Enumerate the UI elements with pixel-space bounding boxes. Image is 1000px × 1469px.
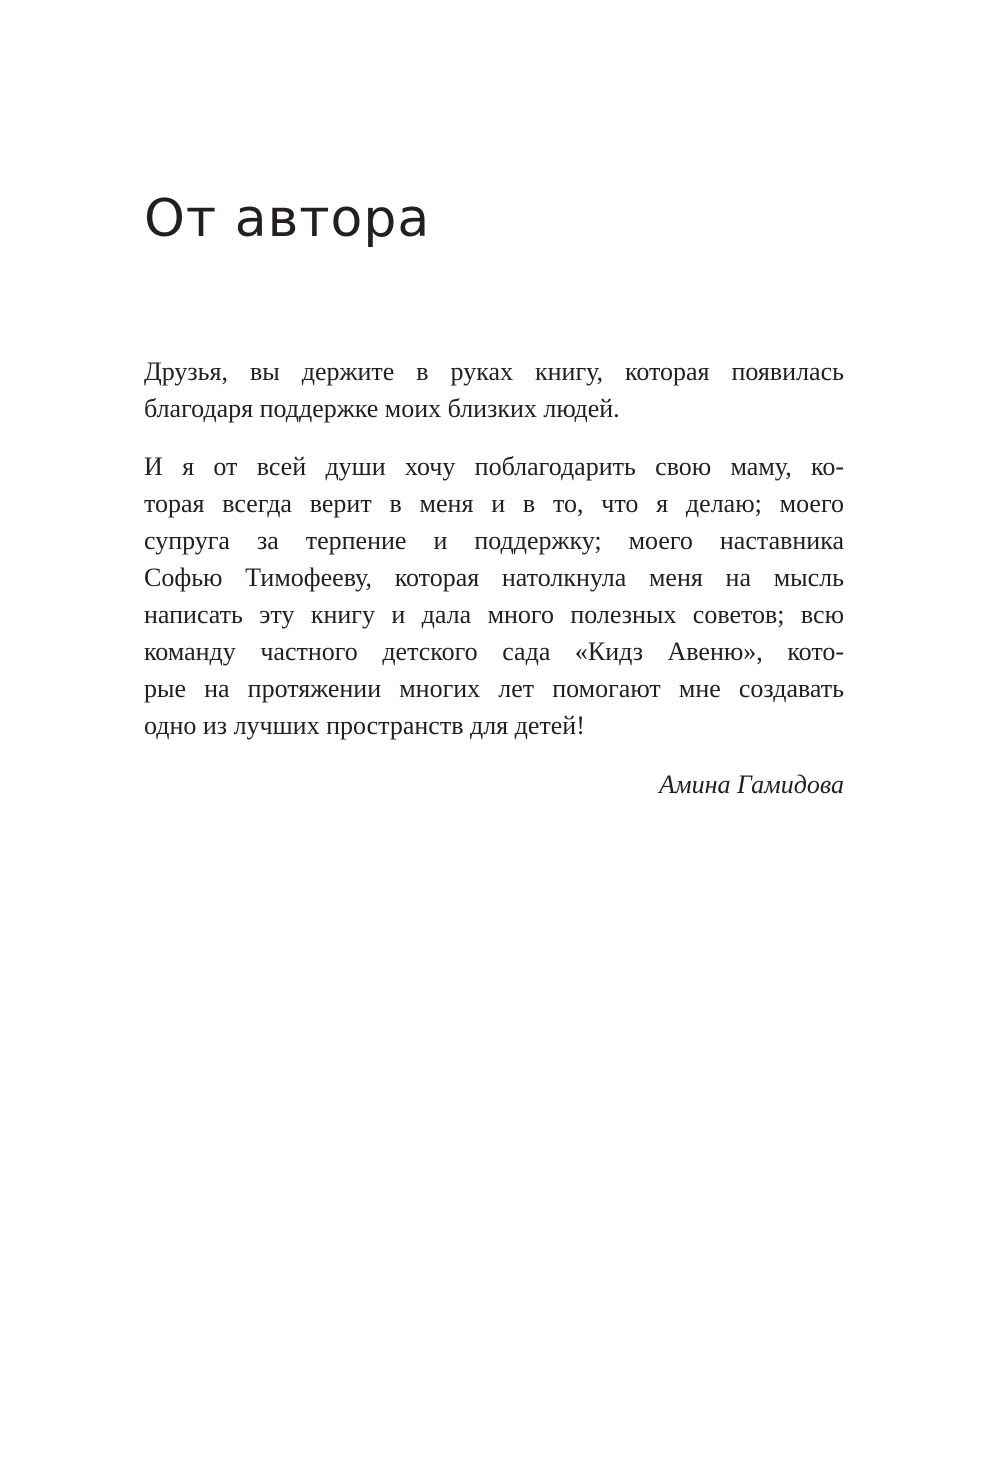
text-line: супруга за терпение и поддержку; моего наставника — [144, 526, 844, 555]
text-line: рые на протяжении многих лет помогают мне создавать — [144, 674, 844, 703]
paragraph-thanks — [144, 448, 844, 744]
text-line: написать эту книгу и дала много полезных советов; всю — [144, 600, 844, 629]
author-signature: Амина Гамидова — [659, 770, 844, 799]
text-line: торая всегда верит в меня и в то, что я делаю; моего — [144, 489, 844, 518]
text-line: благодаря поддержке моих близких людей. — [144, 394, 620, 423]
page-title: От автора — [144, 189, 431, 249]
text-line: И я от всей души хочу поблагодарить свою маму, ко- — [144, 452, 844, 481]
text-line: одно из лучших пространств для детей! — [144, 711, 585, 740]
text-line: Софью Тимофееву, которая натолкнула меня на мысль — [144, 563, 844, 592]
text-line: Друзья, вы держите в руках книгу, которая появилась — [144, 357, 844, 386]
paragraph-intro — [144, 353, 844, 427]
text-line: команду частного детского сада «Кидз Авеню», кото- — [144, 637, 844, 666]
